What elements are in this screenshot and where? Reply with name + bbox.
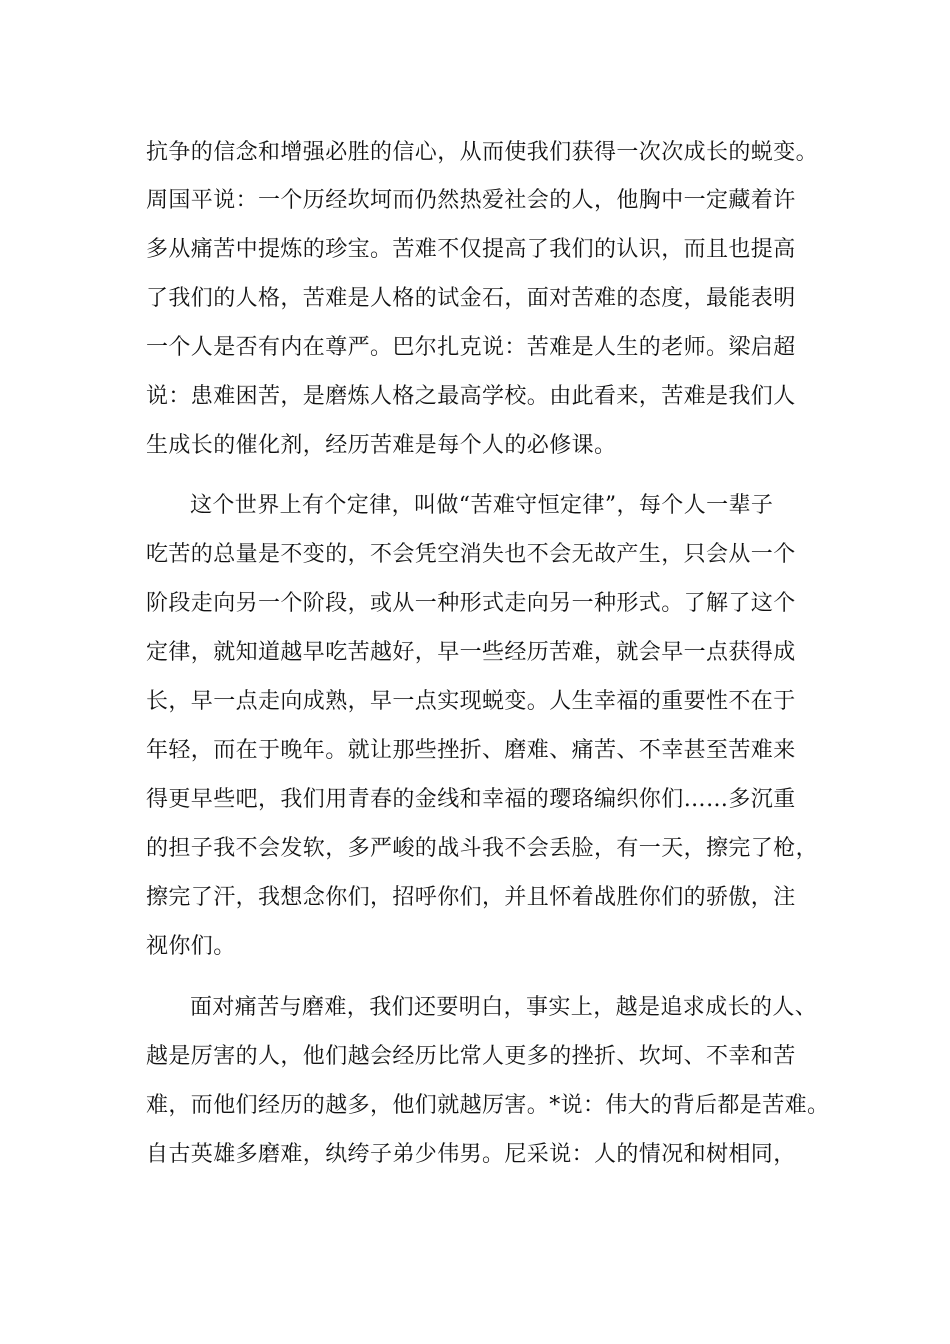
paragraph-3-line-3: 难，而他们经历的越多，他们就越厉害。*说：伟大的背后都是苦难。	[146, 1093, 830, 1118]
paragraph-2-line-2: 吃苦的总量是不变的，不会凭空消失也不会无故产生，只会从一个	[146, 542, 796, 567]
paragraph-1-line-3: 多从痛苦中提炼的珍宝。苦难不仅提高了我们的认识，而且也提高	[146, 237, 796, 262]
paragraph-2-line-6: 年轻，而在于晚年。就让那些挫折、磨难、痛苦、不幸甚至苦难来	[146, 738, 796, 763]
paragraph-1-line-2: 周国平说：一个历经坎坷而仍然热爱社会的人，他胸中一定藏着许	[146, 188, 796, 213]
paragraph-2-line-7: 得更早些吧，我们用青春的金线和幸福的璎珞编织你们……多沉重	[146, 787, 796, 812]
paragraph-3-line-4: 自古英雄多磨难，纨绔子弟少伟男。尼采说：人的情况和树相同，	[146, 1142, 796, 1167]
paragraph-2-line-3: 阶段走向另一个阶段，或从一种形式走向另一种形式。了解了这个	[146, 591, 796, 616]
paragraph-2-line-1: 这个世界上有个定律，叫做“苦难守恒定律”，每个人一辈子	[190, 493, 774, 518]
paragraph-1-line-4: 了我们的人格，苦难是人格的试金石，面对苦难的态度，最能表明	[146, 286, 796, 311]
paragraph-3-line-2: 越是厉害的人，他们越会经历比常人更多的挫折、坎坷、不幸和苦	[146, 1044, 796, 1069]
paragraph-1-line-6: 说：患难困苦，是磨炼人格之最高学校。由此看来，苦难是我们人	[146, 384, 796, 409]
paragraph-2-line-9: 擦完了汗，我想念你们，招呼你们，并且怀着战胜你们的骄傲，注	[146, 885, 796, 910]
paragraph-2-line-10: 视你们。	[146, 934, 236, 959]
paragraph-1-line-5: 一个人是否有内在尊严。巴尔扎克说：苦难是人生的老师。梁启超	[146, 335, 796, 360]
paragraph-3-line-1: 面对痛苦与磨难，我们还要明白，事实上，越是追求成长的人、	[190, 995, 818, 1020]
paragraph-2-line-5: 长，早一点走向成熟，早一点实现蜕变。人生幸福的重要性不在于	[146, 689, 796, 714]
paragraph-1-line-1: 抗争的信念和增强必胜的信心，从而使我们获得一次次成长的蜕变。	[146, 140, 819, 165]
paragraph-2-line-4: 定律，就知道越早吃苦越好，早一些经历苦难，就会早一点获得成	[146, 640, 796, 665]
paragraph-2-line-8: 的担子我不会发软，多严峻的战斗我不会丢脸，有一天，擦完了枪，	[146, 836, 819, 861]
paragraph-1-line-7: 生成长的催化剂，经历苦难是每个人的必修课。	[146, 433, 617, 458]
